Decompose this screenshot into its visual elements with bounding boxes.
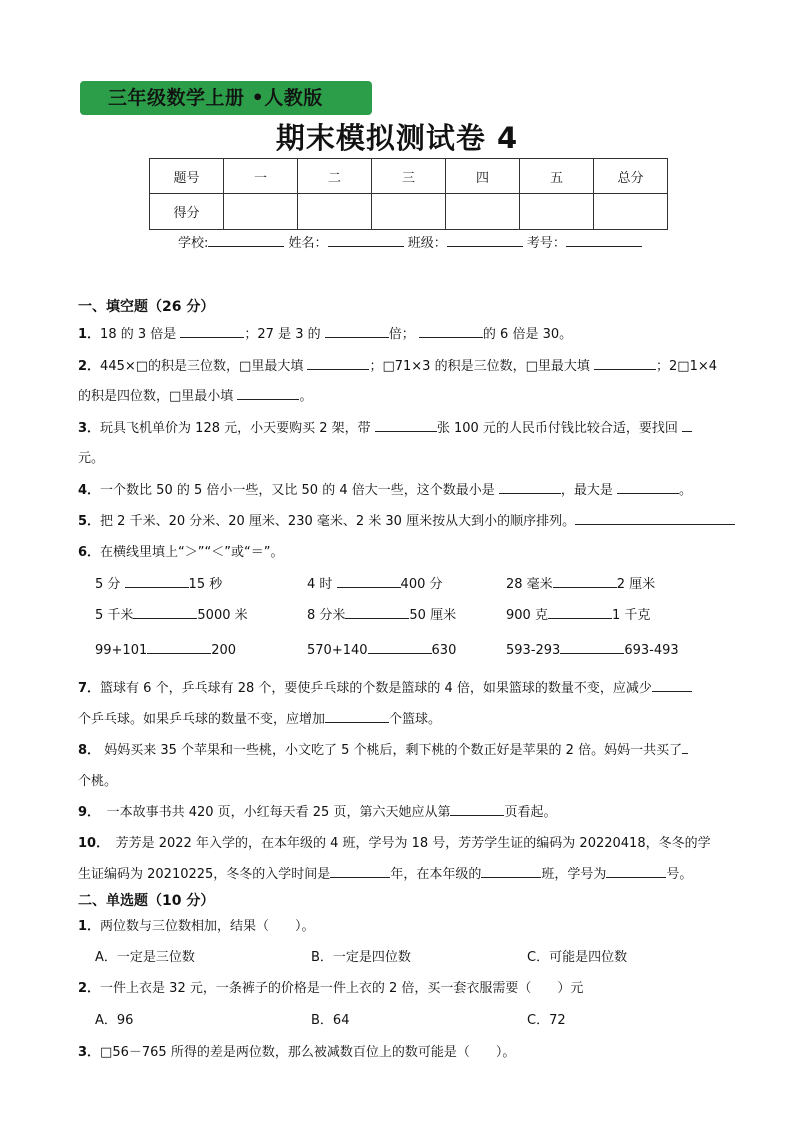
- score-header-cell: 总分: [594, 159, 668, 194]
- question-text: 在横线里填上“＞”“＜”或“＝”。: [100, 545, 284, 560]
- section2-title: 二、单选题（10 分）: [78, 893, 215, 909]
- question-2-3: [78, 1041, 515, 1060]
- question-number: 2．: [78, 981, 101, 996]
- question-text: 。: [299, 389, 313, 404]
- score-header-cell: 一: [224, 159, 298, 194]
- question-text: ，最大是: [560, 483, 613, 498]
- student-info: [178, 232, 642, 251]
- question-number: 6．: [78, 545, 101, 560]
- score-cell[interactable]: [298, 194, 372, 230]
- answer-blank[interactable]: [237, 387, 299, 400]
- answer-blank[interactable]: [617, 481, 679, 494]
- answer-blank[interactable]: [419, 325, 483, 338]
- exam-no-blank[interactable]: [566, 234, 642, 247]
- page-title: 期末模拟测试卷 4: [275, 121, 519, 155]
- answer-blank[interactable]: [133, 606, 197, 619]
- question-1-3: [78, 417, 692, 436]
- compare-item: 570+140 630: [307, 643, 457, 658]
- score-header-cell: 三: [372, 159, 446, 194]
- score-row-label: 得分: [150, 194, 224, 230]
- question-text: 芳芳是 2022 年入学的，在本年级的 4 班，学号为 18 号，芳芳学生证的编码为 20220418，冬冬的学: [115, 836, 711, 851]
- answer-blank[interactable]: [606, 865, 666, 878]
- name-label: 姓名：: [288, 236, 328, 251]
- question-text: 个篮球。: [389, 712, 442, 727]
- question-text: 的 6 倍是 30。: [482, 327, 573, 342]
- question-1-2: [78, 355, 717, 374]
- question-number: 3．: [78, 421, 101, 436]
- score-header-cell: 四: [446, 159, 520, 194]
- question-number: 4．: [78, 483, 101, 498]
- score-cell[interactable]: [446, 194, 520, 230]
- answer-blank[interactable]: [548, 606, 612, 619]
- question-text: 的积是四位数，□里最小填: [78, 389, 234, 404]
- question-number: 2．: [78, 359, 101, 374]
- question-text: 445×□的积是三位数，□里最大填: [100, 359, 304, 374]
- question-1-10-cont: [78, 863, 692, 882]
- question-text: 妈妈买来 35 个苹果和一些桃，小文吃了 5 个桃后，剩下桃的个数正好是苹果的 2 倍。妈妈一共买了: [104, 743, 683, 758]
- compare-item: 4 时 400 分: [307, 577, 443, 592]
- answer-blank[interactable]: [481, 865, 541, 878]
- question-1-8: [78, 739, 688, 758]
- answer-blank[interactable]: [553, 575, 617, 588]
- question-text: ；27 是 3 的: [244, 327, 321, 342]
- answer-blank[interactable]: [345, 606, 409, 619]
- compare-item: 593-293 693-493: [506, 643, 679, 658]
- question-text: 张 100 元的人民币付钱比较合适，要找回: [436, 421, 678, 436]
- score-row: [150, 194, 668, 230]
- question-2-2: [78, 977, 583, 996]
- option-b[interactable]: B．64: [311, 1013, 350, 1028]
- question-text: ；2□1×4: [656, 359, 718, 374]
- question-1-10: [78, 832, 711, 851]
- answer-blank[interactable]: [337, 575, 401, 588]
- question-1-1: [78, 323, 572, 342]
- question-text: 一件上衣是 32 元，一条裤子的价格是一件上衣的 2 倍，买一套衣服需要（ ）元: [100, 981, 584, 996]
- answer-blank[interactable]: [560, 641, 624, 654]
- question-text: 。: [679, 483, 693, 498]
- question-text: 一个数比 50 的 5 倍小一些，又比 50 的 4 倍大一些，这个数最小是: [100, 483, 495, 498]
- question-text: 生证编码为 20210225，冬冬的入学时间是: [78, 867, 331, 882]
- question-text: 元。: [78, 451, 105, 466]
- compare-item: 5 分 15 秒: [95, 577, 223, 592]
- score-header-cell: 题号: [150, 159, 224, 194]
- question-text: 把 2 千米、20 分米、20 厘米、230 毫米、2 米 30 厘米按从大到小的顺序排列。: [100, 514, 576, 529]
- question-1-6: [78, 541, 283, 560]
- question-number: 10．: [78, 836, 103, 851]
- answer-blank[interactable]: [375, 419, 437, 432]
- question-1-9: [78, 801, 556, 820]
- answer-blank[interactable]: [368, 641, 432, 654]
- name-blank[interactable]: [328, 234, 404, 247]
- question-1-8-cont: [78, 770, 117, 789]
- question-text: 年，在本年级的: [390, 867, 482, 882]
- question-text: 个桃。: [78, 774, 118, 789]
- option-a[interactable]: A．96: [95, 1013, 134, 1028]
- question-number: 9．: [78, 805, 94, 820]
- answer-blank[interactable]: [594, 357, 656, 370]
- compare-item: 900 克 1 千克: [506, 608, 651, 623]
- question-text: 两位数与三位数相加，结果（ ）。: [100, 919, 315, 934]
- question-1-3-cont: [78, 447, 104, 466]
- option-c[interactable]: C．可能是四位数: [527, 950, 628, 965]
- question-2-1: [78, 915, 315, 934]
- question-text: 玩具飞机单价为 128 元，小天要购买 2 架，带: [100, 421, 371, 436]
- compare-item: 28 毫米 2 厘米: [506, 577, 656, 592]
- question-1-4: [78, 479, 692, 498]
- class-blank[interactable]: [447, 234, 523, 247]
- score-cell[interactable]: [594, 194, 668, 230]
- question-text: 一本故事书共 420 页，小红每天看 25 页，第六天她应从第: [106, 805, 451, 820]
- option-c[interactable]: C．72: [527, 1013, 566, 1028]
- score-table: [149, 158, 668, 230]
- question-1-7-cont: [78, 708, 441, 727]
- question-number: 1．: [78, 919, 101, 934]
- answer-blank[interactable]: [307, 357, 369, 370]
- compare-item: 99+101 200: [95, 643, 237, 658]
- answer-blank[interactable]: [325, 710, 389, 723]
- school-blank[interactable]: [208, 234, 284, 247]
- answer-blank[interactable]: [180, 325, 244, 338]
- question-number: 7．: [78, 681, 101, 696]
- question-text: 班，学号为: [541, 867, 607, 882]
- answer-blank[interactable]: [682, 419, 692, 432]
- answer-blank[interactable]: [450, 803, 504, 816]
- question-text: 篮球有 6 个，乒乓球有 28 个，要使乒乓球的个数是篮球的 4 倍，如果篮球的数量不变，应减少: [100, 681, 652, 696]
- compare-item: 5 千米 5000 米: [95, 608, 248, 623]
- score-cell[interactable]: [372, 194, 446, 230]
- question-text: 个乒乓球。如果乒乓球的数量不变，应增加: [78, 712, 326, 727]
- class-label: 班级：: [407, 236, 447, 251]
- score-header-cell: 二: [298, 159, 372, 194]
- answer-blank[interactable]: [682, 741, 688, 754]
- answer-blank[interactable]: [575, 512, 735, 525]
- section1-title: 一、填空题（26 分）: [78, 299, 215, 315]
- option-b[interactable]: B．一定是四位数: [311, 950, 411, 965]
- score-header-row: [150, 159, 668, 194]
- question-number: 1．: [78, 327, 101, 342]
- option-a[interactable]: A．一定是三位数: [95, 950, 195, 965]
- answer-blank[interactable]: [499, 481, 561, 494]
- answer-blank[interactable]: [652, 679, 692, 692]
- question-number: 3．: [78, 1045, 101, 1060]
- question-text: 倍；: [388, 327, 415, 342]
- exam-no-label: 考号：: [526, 236, 566, 251]
- school-label: 学校:: [178, 236, 209, 251]
- compare-item: 8 分米 50 厘米: [307, 608, 457, 623]
- grade-badge: 三年级数学上册 •人教版: [80, 81, 372, 115]
- question-text: 页看起。: [504, 805, 557, 820]
- question-number: 8．: [78, 743, 101, 758]
- question-text: ；□71×3 的积是三位数，□里最大填: [369, 359, 590, 374]
- question-1-7: [78, 677, 692, 696]
- question-1-5: [78, 510, 735, 529]
- question-1-2-cont: [78, 385, 312, 404]
- score-cell[interactable]: [520, 194, 594, 230]
- answer-blank[interactable]: [330, 865, 390, 878]
- question-text: □56－765 所得的差是两位数，那么被减数百位上的数可能是（ ）。: [100, 1045, 516, 1060]
- score-header-cell: 五: [520, 159, 594, 194]
- question-text: 号。: [666, 867, 693, 882]
- answer-blank[interactable]: [325, 325, 389, 338]
- score-cell[interactable]: [224, 194, 298, 230]
- question-text: 18 的 3 倍是: [100, 327, 177, 342]
- answer-blank[interactable]: [147, 641, 211, 654]
- answer-blank[interactable]: [125, 575, 189, 588]
- question-number: 5．: [78, 514, 101, 529]
